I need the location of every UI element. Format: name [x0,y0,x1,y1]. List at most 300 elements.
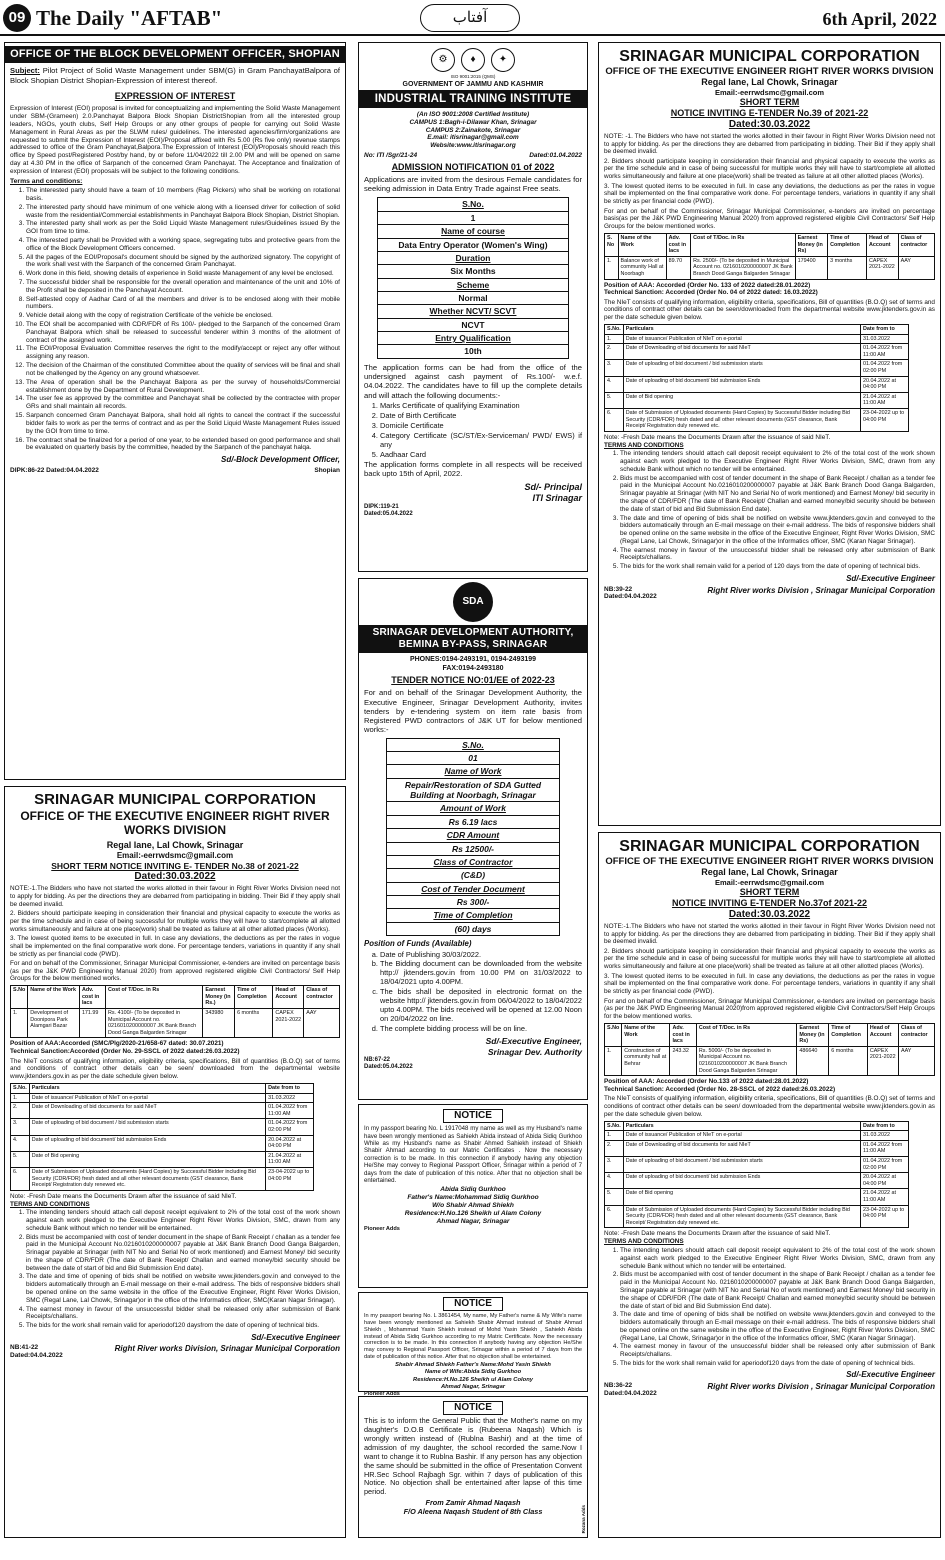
aaa-position: Position of AAA: Accorded (Order No. 133 of 2022 dated:28.01.2022) [604,281,811,289]
tender-intro: For and on behalf of the Srinagar Development Authority, the Executive Engineer, Srinagar Development Authority, invites tenders by e-tendering system on item rate basis from Registered PWD contractors of J&K UT for below mentioned works:- [364,688,582,735]
term-item: 3. The date and time of opening of bids shall be notified on website www.jktenders.gov.in and conveyed to the bidders automatically through an E-mail message on their e-mail address. The bids of responsive bidders shall be opened online on the same website in the office of the Executive Engineer, Right River Works Division, SMC (Regal Lane, Lal Chowk, Srinagar)or in the office of the Informatics officer, SMC (Karan Nagar Srinagar). [620,515,935,546]
terms-label: Terms and conditions: [10,177,83,185]
term-item: 9. Vehicle detail along with the copy of registration Certificate of the vehicle be enclosed. [26,312,340,320]
work-label: CDR Amount [386,829,559,842]
iti-dipk: DIPK:119-21 [364,503,399,510]
col-header: Cost of T/Doc. in Rs [696,1023,797,1046]
course-label: Name of course [378,225,569,238]
term-item: 5. The bids for the work shall remain valid for aperiodof120 daysfrom the date of opening of technical bids. [26,1322,340,1330]
bdo-place: Shopian [314,467,340,475]
table-row [605,334,909,344]
table-row [605,1157,909,1173]
cell: Date of uploading of bid document / bid submission starts [29,1119,265,1135]
tech-sanction: Technical Sanction: Accorded (Order No. 28-SSCL of 2022 dated:26.03.2022) [604,1085,836,1093]
govt-line: GOVERNMENT OF JAMMU AND KASHMIR [402,81,544,89]
bid-date-item: b. The Bidding document can be downloaded from the website http:// jktenders.gov.in from 10.00 PM on 31/03/2022 to 18/04/2021 upto 4.00PM. [380,959,582,986]
iti-website: Website:www.itisrinagar.org [430,142,516,150]
col-header: S.No. [11,1084,30,1094]
term-item: 5. All the pages of the EOI/Proposal's document should be signed by the authorized signatory. The copyright of the work shall vest with the Sarpanch of the concerned Gram Panchayat. [26,254,340,270]
cell: Rs. 2500/- (To be deposited in Municipal Account no. 0216010200000007 JK Bank Branch Dood Ganga Balgarden Srinagar [691,256,796,279]
term-item: 8. Self-attested copy of Aadhar Card of all the members and driver is to be enclosed along with their mobile numbers. [26,296,340,312]
bid-date-item: a. Date of Publishing 30/03/2022. [380,950,582,959]
table-row [605,376,909,392]
short-term: SHORT TERM [739,97,800,108]
nit-para: The NIeT consists of qualifying information, eligibility criteria, specifications, Bill of quantities (B.O.Q) set of terms and conditions of contract other details can be seen/ downloaded from the departmental website www.jktenders.gov.in as per the date schedule given below. [604,1095,935,1118]
course-value: 1 [378,211,569,224]
cell: Date of Submission of Uploaded documents (Hard Copies) by Successful Bidder including Bid Security (CDR/FDR) fresh dated and all other relevant documents (GST clearance, Bank Receipt/ Registration duly renewed etc. [623,1205,860,1228]
term-item: 1. The intending tenders should attach call deposit receipt equivalent to 2% of the total cost of the work shown against each work pledged to the Executive Engineer Right River Works Division, SMC, drawn from any schedule Bank without which no tender will be entertained. [26,1209,340,1232]
sda-tender-ad [358,578,588,1100]
work-label: Amount of Work [386,802,559,815]
col-header: S.No. [605,1121,624,1131]
cell: Date of issuance/ Publication of NIeT on e-portal [29,1093,265,1103]
cell: 01.04.2022 from 02:00 PM [266,1119,313,1135]
notice-body: In my passport bearing No. L 1917048 my name as well as my Husband's name have been wrongly mentioned as Sahiekh Abida instead of Abida Sidiq Gurkhoo While as my Husband's name as Shabir Ahmed Sahiekh instead of Shiekh Shabir Ahmad according to our Matric Certificates . Now the necessary correction is to be made. In this connection if anybody having any objection He/She may convey to Regional Passport Officer, Srinagar within a period of 7 days from the date of publication of this notice. After that no objection shall be entertained. [364,1125,582,1185]
course-table [377,197,569,358]
cell: 20.04.2022 at 04:00 PM [861,376,909,392]
col-header: S. No [605,233,619,256]
term-item: 4. The earnest money in favour of the unsuccessful bidder shall be released only after submission of Bank Receipts/challans. [620,1343,935,1359]
table-row [605,392,909,408]
course-label: Duration [378,251,569,264]
agency-tag: Pioneer Adds [364,1226,400,1233]
course-value: NCVT [378,318,569,331]
agency-tag: Rozana Adds [580,1504,586,1533]
dob-notice [358,1396,588,1538]
sda-authority: Srinagar Dev. Authority [487,1046,582,1057]
cell: 1. [605,1046,622,1075]
funds-line: Position of Funds (Available) [364,939,472,949]
works-table [10,985,340,1038]
notice-title: NOTICE [443,1109,503,1123]
work-label: Class of Contractor [386,855,559,868]
cell: 486640 [797,1046,829,1075]
cell: Date of Bid opening [623,1189,860,1205]
cell: 4. [605,1173,624,1189]
document-item: 2. Date of Birth Certificate [380,411,582,420]
col-header: Head of Account [867,1023,898,1046]
col-header: Earnest Money (in Rs) [797,1023,829,1046]
cell: AAY [898,256,934,279]
bid-date-item: d. The complete bidding process will be on line. [380,1024,582,1033]
cell: 5. [11,1151,30,1167]
table-row [605,1205,909,1228]
table-row [11,1151,314,1167]
cell: 23-04-2022 up to 04:00 PM [266,1167,313,1190]
cell: 2. [605,344,624,360]
note-2: 2. Bidders should participate keeping in consideration their financial and physical capacity to execute the works as per the time schedule and in case of being successful for multiple works they will have to start/complete all allotted works simultaneously and failure at one place(work) shall be treated as failure at all other allotted places (Works). [10,909,340,933]
note-3: 3. The lowest quoted items to be executed in full. In case any deviations, the deductions as per the rates in vogue shall be implemented on the final comparative work done. For percentage tenders, variations in quantity if any shall be strictly as per financial code (PWD). [10,934,340,958]
col-header: S.No. [605,325,624,335]
email: Email:-eerrwdsmc@gmail.com [714,877,825,887]
note-2: 2. Bidders should participate keeping in consideration their financial and physical capacity to execute the works as per the time schedule and in case of being successful for multiple works they will have to start/complete all allotted works simultaneously and failure at one place(work) shall be treated as failure at all other allotted places (Works). [604,157,935,181]
col-header: Class of contractor [304,986,340,1009]
cell: Development of Doonipora Park Alamgari Bazar [28,1009,80,1038]
cell: 2. [11,1103,30,1119]
terms-label: TERMS AND CONDITIONS [10,1200,90,1208]
cell: 1. [11,1093,30,1103]
nit-para: The NIeT consists of qualifying information, eligibility criteria, specifications, Bill of quantities (B.O.Q) set of terms and conditions of contract other details can be seen/ downloaded from the departmental website www.jktenders.gov.in as per the date schedule given below. [10,1057,340,1081]
invite-para: For and on behalf of the Commissioner, Srinagar Municipal Commissioner, e-tenders are invited on percentage basis (as per the J&K PWD Engineering Manual 2020) from approved registered eligible Civil Contractors/ Self Help Groups for the below mentioned works. [10,959,340,983]
campus-2: CAMPUS 2:Zainakote, Srinagar [425,126,521,134]
subject-text: Pilot Project of Solid Waste Management under SBM(G) in Gram PanchayatBalpora of Block Shopian District Shopian-Expression of interest thereof. [10,66,340,85]
col-header: Particulars [623,1121,860,1131]
bdo-signature: Sd/-Block Development Officer, [221,455,340,465]
address: Regal lane, Lal Chowk, Srinagar [701,866,838,877]
term-item: 7. The successful bidder shall be responsible for the overall operation and maintenance of the unit and 10% of the Profit shall be deposited in the Panchayat Account. [26,279,340,295]
cell: Date of Downloading of bid documents for said NIeT [623,344,860,360]
subject-label: Subject: [10,66,40,76]
cell: AAY [304,1009,340,1038]
term-item: 13. The Area of operation shall be the Panchayat Balpora as per the survey of households/Commercial establishment done by the Department of Rural Development. [26,379,340,395]
col-header: Particulars [623,325,860,335]
division-footer: Right River works Division , Srinagar Municipal Corporation [707,585,935,595]
division-title: OFFICE OF THE EXECUTIVE ENGINEER RIGHT RIVER WORKS DIVISION [605,65,934,77]
works-table [604,1023,935,1076]
notice-student: F/O Aleena Naqash Student of 8th Class [403,1506,543,1516]
terms-list [26,187,340,452]
cell: 89.70 [666,256,690,279]
documents-list [380,401,582,458]
notice-name: Shabir Ahmad Shiekh Father's Name:Mohd Yasin Shiekh [395,1362,551,1369]
col-header: Time of Completion [828,233,867,256]
smc-tender-38 [4,786,346,1538]
work-label: Cost of Tender Document [386,882,559,895]
table-row [605,256,935,279]
tech-sanction: Technical Sanction:Accorded (Order No. 29-SSCL of 2022 dated:26.03.2022) [10,1048,240,1056]
schedule-table [10,1083,314,1191]
signature: Sd/-Executive Engineer [846,1370,935,1380]
division-footer: Right River works Division , Srinagar Municipal Corporation [707,1382,935,1392]
cell: 4. [605,376,624,392]
table-row [605,409,909,432]
cell: 3 months [828,256,867,279]
nit-para: The NIeT consists of qualifying information, eligibility criteria, specifications, Bill of quantities (B.O.Q) set of terms and conditions of contract other details can be seen/downloaded from the departmental website www.jktenders.gov.in as per the date schedule given below. [604,298,935,322]
admission-heading: ADMISSION NOTIFICATION 01 of 2022 [391,162,555,173]
passport-notice-1 [358,1104,588,1288]
table-row [605,1189,909,1205]
document-item: 1. Marks Certificate of qualifying Examination [380,401,582,410]
work-table [386,738,560,936]
cell: Date of uploading of bid document/ bid submission Ends [29,1135,265,1151]
division-title: OFFICE OF THE EXECUTIVE ENGINEER RIGHT RIVER WORKS DIVISION [605,855,934,867]
fresh-date-note: Note: -Fresh Date means the Documents Drawn after the issuance of said NIeT. [604,433,831,441]
course-label: Whether NCVT/ SCVT [378,305,569,318]
work-value: Rs 12500/- [386,842,559,855]
term-item: 2. Bids must be accompanied with cost of tender document in the shape of Bank Receipt / challan as a tender fee paid in the Municipal Account No. 0216010200000007 payable at J&K Bank Branch Dood Ganga Balgarden, Srinagar payable at Srinagar (with NIT No and Serial No of work mentioned) and Earnest Money/ bid security in the shape of CDR/FDR (The date of Bank Receipt/ Challan and earned money/bid security should be between the date of start of bid and Bid Submission End date). [620,1271,935,1310]
term-item: 1. The intending tenders should attach call deposit receipt equivalent to 2% of the total cost of the work shown against each work pledged to the Executive Engineer Right River Works Division, SMC, drawn from any schedule Bank without which no tender will be entertained. [620,1247,935,1270]
cell: 5. [605,1189,624,1205]
document-item: 4. Category Certificate (SC/ST/Ex-Serviceman/ PWD/ EWS) if any [380,431,582,449]
iti-dated: Dated:05.04.2022 [364,510,413,517]
application-para: The application forms can be had from the office of the undersigned against cash payment of Rs.100/- w.e.f. 04.04.2022. The candidates have to fill up the complete details and will attach the following documents:- [364,362,582,400]
col-header: Time of Completion [235,986,273,1009]
cell: 01.04.2022 from 11:00 AM [861,344,909,360]
cell: 171.99 [79,1009,105,1038]
terms-list [620,450,935,570]
course-value: Normal [378,292,569,305]
cell: Date of Downloading of bid documents for said NIeT [623,1140,860,1156]
invite-para: For and on behalf of the Commissioner, Srinagar Municipal Commissioner, e-tenders are invited on percentage basis (as per the J&K PWD Engineering Manual 2020)from approved registered eligible Civil Contractors/Self Help Groups for the below mentioned works. [604,997,935,1021]
campus-1: CAMPUS 1:Bagh-i-Dilawar Khan, Srinagar [409,118,537,126]
note-1: NOTE:-1.The Bidders who have not started the works allotted in their favour in Right River Works Division need not to apply for bidding. As per the directions they are debarred from participating in bidding. Their Bid if they apply shall be deemed invalid. [10,885,340,908]
bdo-shopian-ad [4,42,346,780]
col-header: Name of the Work [28,986,80,1009]
cell: 20.04.2022 at 04:00 PM [861,1173,909,1189]
term-item: 3. The date and time of opening of bids shall be notified on website www.jktenders.gov.in and conveyed to the bidders automatically through an E-mail message on their e-mail address. The bids of responsive bidders shall be opened online on the same website in the office of the Executive Engineer, Right River Works Division, SMC (Regal Lane, Lal Chowk, Srinagar)or in the office of the Informatics officer, SMC(Karan Nagar Srinagar). [26,1273,340,1304]
col-header: S.No [11,986,28,1009]
table-row [11,1103,314,1119]
term-item: 1. The interested party should have a team of 10 members (Rag Pickers) who shall be working on rotational basis. [26,187,340,203]
note-3: 3. The lowest quoted items to be executed in full. In case any deviations, the deductions as per the rates in vogue shall be implemented on the final comparative work done. For percentage tenders, variations in quantity if any shall be strictly as per financial code (PWD). [604,972,935,996]
work-value: (C&D) [386,869,559,882]
cell: 01.04.2022 from 02:00 PM [861,1157,909,1173]
nit-date: Dated:30.03.2022 [134,871,216,883]
cell: 31.03.2022 [861,334,909,344]
notice-body: This is to inform the General Public that the Mother's name on my daughter's D.O.B Certificate is (Rubeena Naqash) Which is wrongly written instead of (Rublna Bashir) and at the time of admission of my daughter, the school recorded the same.Now I want to change it to Rublna Bashir. If any person has any objection the same should be submitted in the office of Presentation Convent HR.Sec School Rajbagh Sgr. within 7 days of publication of this Notice. No objection shall be entertained after lapse of this time period. [364,1416,582,1497]
signature: Sd/-Executive Engineer [846,573,935,583]
table-row [11,1119,314,1135]
work-value: Repair/Restoration of SDA Gutted Building at Noorbagh, Srinagar [386,778,559,802]
col-header: Date from to [266,1084,313,1094]
cell: Construction of community hall at Behrar [622,1046,670,1075]
work-label: S.No. [386,738,559,751]
notice-residence: Residence:H.No.126 Sheikh ul Alam Colony [404,1210,542,1218]
cell: 31.03.2022 [861,1131,909,1141]
iti-ref-no: No: ITI /Sgr/21-24 [364,152,418,160]
cell: Date of Bid opening [623,392,860,408]
iti-email: E.mail: itisrinagar@gmail.com [427,134,519,142]
sda-nb: NB:67-22 [364,1056,391,1063]
closing-para: The application forms complete in all respects will be received back upto 15th of April, 2022. [364,460,582,479]
cell: Date of uploading of bid document/ bid submission Ends [623,1173,860,1189]
iso-emblem-icon: ♦ [461,48,485,72]
cell: Date of Bid opening [29,1151,265,1167]
notice-spouse: W/o Shabir Ahmad Shiekh [432,1202,514,1210]
cell: 6. [11,1167,30,1190]
table-row [11,1135,314,1151]
notice-residence: Residence:H.No.126 Sheikh ul Alam Colony [413,1376,533,1383]
col-header: Class of contractor [898,233,934,256]
nit-date: Dated:30.03.2022 [728,909,811,921]
col-header: Earnest Money (in Rs.) [203,986,235,1009]
cell: Date of Submission of Uploaded documents (Hard Copies) by Successful Bidder including Bid Security (CDR/FDR) fresh dated and all other relevant documents (GST clearance, Bank Receipt/ Registration duly renewed etc. [623,409,860,432]
term-item: 4. The interested party shall be Provided with a working space, segregating tubs and protective gears from the office of the Block Development Officers concerned. [26,237,340,253]
notice-title: NOTICE [443,1297,503,1311]
cell: 2. [605,1140,624,1156]
sda-phones: PHONES:0194-2493191, 0194-2493199 [409,656,537,664]
term-item: 12. The decision of the Chairman of the constituted Committee about the quality of services will be final and shall not be challenged by the Agency on any ground whatsoever. [26,362,340,378]
aaa-position: Position of AAA: Accorded (Order No.133 of 2022 dated:28.01.2022) [604,1078,809,1086]
cell: 6. [605,1205,624,1228]
nb-date: Dated:04.04.2022 [604,593,657,601]
newspaper-logo: آفتاب [420,4,520,32]
cell: AAY [898,1046,934,1075]
term-item: 14. The user fee as approved by the committee and Panchayat shall be collected by the contractee with proper GRs and shall maintain all records. [26,395,340,411]
notice-locality: Ahmad Nagar, Srinagar [436,1218,510,1226]
col-header: Time of Completion [829,1023,868,1046]
cell: Date of issuance/ Publication of NIeT on e-portal [623,334,860,344]
terms-label: TERMS AND CONDITIONS [604,441,684,449]
cell: 21.04.2022 at 11:00 AM [266,1151,313,1167]
col-header: Date from to [861,325,909,335]
smc-tender-37 [598,832,941,1538]
document-item: 5. Aadhaar Card [380,450,582,459]
cell: 21.04.2022 at 11:00 AM [861,1189,909,1205]
email: Email:-eerrwdsmc@gmail.com [714,87,825,97]
sda-fax: FAX:0194-2493180 [442,664,504,672]
notice-body: In my passport bearing No. L 3861454, My name, My Father's name & My Wife's name have been wrongly mentioned as Sahiekh Shabir Ahmad instead of Shabir Ahmad Shiekh , Mohammad Yasin Shiekh instead of Mohd Yasin Shiekh , Sahiekh Abida instead of Abida Sidiq Gurkhoo according to my Matric Certificate. Now the necessary correction is to be made. In this connection if anybody having any objection He/She may convey to Regional Passport Officer, Srinagar within a period of 7 days from the date of publication of this notice. After that no objection shall be entertained. [364,1313,582,1361]
terms-list [26,1209,340,1329]
note-3: 3. The lowest quoted items to be executed in full. In case any deviations, the deductions as per the rates in vogue shall be implemented on the final comparative work done. For percentage tenders, variations in quantity if any shall be strictly as per financial code (PWD). [604,182,935,206]
short-term: SHORT TERM [739,887,800,898]
passport-notice-2 [358,1292,588,1397]
corp-title: SRINAGAR MUNICIPAL CORPORATION [34,791,316,808]
cell: 1. [605,256,619,279]
term-item: 11. The EOI/Proposal Evaluation Committee reserves the right to the modify/accept or reject any offer without assigning any reason. [26,345,340,361]
cell: 343980 [203,1009,235,1038]
notice-locality: Ahmad Nagar, Srinagar [440,1383,506,1390]
fresh-date-note: Note: -Fresh Date means the Documents Drawn after the issuance of said NIeT. [604,1230,831,1238]
signature: Sd/-Executive Engineer [251,1332,340,1342]
term-item: 4. The earnest money in favour of the unsuccessful bidder shall be released only after submission of Bank Receipts/challans. [620,547,935,563]
col-header: Adv. cost in lacs [670,1023,696,1046]
cell: CAPEX 2021-2022 [273,1009,304,1038]
note-1: NOTE: -1. The Bidders who have not started the works allotted in their favour in Right River Works Division need not to apply for bidding. As per the directions they are debarred from participating in bidding. Their Bid if they apply shall be deemed invalid. [604,132,935,156]
works-table [604,233,935,280]
cell: 3. [11,1119,30,1135]
cell: Rs. 5000/- (To be deposited in Municipal Account no. 0216010200000007 JK Bank Branch Dood Ganga Balgarden Srinagar [696,1046,797,1075]
cell: 6 months [829,1046,868,1075]
course-value: Six Months [378,265,569,278]
col-header: Head of Account [273,986,304,1009]
col-header: Date from to [861,1121,909,1131]
term-item: 5. The bids for the work shall remain valid for a period of 120 days from the date of opening of technical bids. [620,563,935,571]
col-header: Adv. cost in lacs [79,986,105,1009]
work-value: (60) days [386,922,559,935]
iso-codes: ISO 9001:2015 (QMS) [450,74,496,79]
gear-emblem-icon: ⚙ [431,48,455,72]
nit-title: SHORT TERM NOTICE INVITING E- TENDER No.38 of 2021-22 [51,861,299,871]
corp-title: SRINAGAR MUNICIPAL CORPORATION [619,48,920,65]
invite-para: For and on behalf of the Commissioner, Srinagar Municipal Commissioner, e-tenders are invited on percentage basis(as per the J&K PWD Engineering Manual 2020) from approved registered eligible Civil Contractors/ Self Help Groups for the below mentioned works. [604,207,935,231]
newspaper-name: The Daily "AFTAB" [36,6,223,30]
term-item: 1. The intending tenders should attach call deposit receipt equivalent to 2% of the total cost of the work shown against each work pledged to the Executive Engineer Right River Works Division, SMC, drawn from any schedule Bank without which no tender will be entertained. [620,450,935,473]
cell: 1. [605,334,624,344]
cell: Date of Downloading of bid documents for said NIeT [29,1103,265,1119]
course-value: Data Entry Operator (Women's Wing) [378,238,569,251]
division-title: OFFICE OF THE EXECUTIVE ENGINEER RIGHT RIVER WORKS DIVISION [20,808,330,837]
cell: Date of Submission of Uploaded documents (Hard Copies) by Successful Bidder including Bid Security (CDR/FDR) fresh dated and all other relevant documents (GST clearance, Bank Receipt/ Registration duly renewed etc. [29,1167,265,1190]
note-1: NOTE:-1.The Bidders who have not started the works allotted in their favour in Right River Works Division need not to apply for bidding. As per the directions they are debarred from participating in bidding. Their Bid if they apply shall be deemed invalid. [604,922,935,946]
term-item: 6. Work done in this field, showing details of experience in Solid waste Management of any level be enclosed. [26,270,340,278]
term-item: 5. The bids for the work shall remain valid for aperiodof120 days from the date of opening of technical bids. [620,1360,935,1368]
cell: CAPEX 2021-2022 [867,1046,898,1075]
nit-date: Dated:30.03.2022 [728,119,811,131]
table-row [605,1046,935,1075]
division-footer: Right River works Division, Srinagar Municipal Corporation [114,1344,340,1354]
table-row [605,344,909,360]
cell: 179400 [795,256,827,279]
cell: 3. [605,1157,624,1173]
col-header: Name of the Work [618,233,666,256]
table-row [11,1167,314,1190]
col-header: Head of Account [867,233,899,256]
corp-title: SRINAGAR MUNICIPAL CORPORATION [619,838,920,855]
term-item: 2. Bids must be accompanied with cost of tender document in the shape of Bank Receipt / challan as a tender fee paid in the Municipal Account No.0216010200000007 payable at J&K Bank Branch Dood Ganga Balgarden, Srinagar payable at Srinagar (with NIT No and Serial No of work mentioned) and Earnest Money/ bid security in the shape of CDR/FDR (The date of Bank Receipt/ Challan and earned money/bid security should be between the date of start of bid and Bid Submission End date). [620,475,935,514]
term-item: 3. The interested party shall work as per the Solid Liquid Waste Management rules/Guidelines issued By the GOI from time to time. [26,220,340,236]
cell: 23-04-2022 up to 04:00 PM [861,409,909,432]
nb-date: Dated:04.04.2022 [604,1390,657,1398]
work-label: Name of Work [386,765,559,778]
email: Email:-eerrwdsmc@gmail.com [116,851,234,861]
schedule-table [604,324,909,432]
iti-signature: Sd/- Principal [524,481,582,492]
nb-number: NB:39-22 [604,585,633,593]
cell: Date of uploading of bid document/ bid submission Ends [623,376,860,392]
cell: 1. [605,1131,624,1141]
table-row [605,1140,909,1156]
bdo-title: OFFICE OF THE BLOCK DEVELOPMENT OFFICER, SHOPIAN [5,46,345,63]
work-label: Time of Completion [386,909,559,922]
col-header: Cost of T/Doc. in Rs [691,233,796,256]
course-value: 10th [378,345,569,358]
cell: 3. [605,360,624,376]
iso-certified: (An ISO 9001:2008 Certified Institute) [416,111,530,119]
nb-date: Dated:04.04.2022 [10,1352,63,1360]
tender-heading: TENDER NOTICE NO:01/EE of 2022-23 [391,675,555,686]
course-label: S.No. [378,198,569,211]
sda-dated: Dated:05.04.2022 [364,1064,413,1071]
course-label: Entry Qualification [378,332,569,345]
admission-intro: Applications are invited from the desirous Female candidates for seeking admission in Data Entry Trade against Free seats. [364,174,582,194]
term-item: 10. The EOI shall be accompanied with CDR/FDR of Rs 100/- pledged to the Sarpanch of the concerned Gram Panchayat Balpora which shall be released to successful tenderer within 3 months of the allotment of contract of the assigned work. [26,321,340,345]
cell: Date of uploading of bid document / bid submission starts [623,360,860,376]
term-item: 16. The contract shall be finalized for a period of one year, to be extended based on good performance and shall be evaluated on quarterly basis by the committee, headed by the Sarpanch of the panchayat halqa. [26,437,340,453]
agency-tag: Pioneer Adds [364,1390,400,1397]
work-value: 01 [386,752,559,765]
terms-list [620,1247,935,1367]
cell: 31.03.2022 [266,1093,313,1103]
eoi-intro: Expression of Interest (EOI) proposal is invited for conceptualizing and implementing the Solid Waste Management under SBM-(Grameen) 2.0.Panchayat Balpora Block Shopian DistrictShopian from all the interested group leaders, NGOs, youth clubs, Self Help Groups or any other groups of people for carrying out Solid Waste Management in Rural Areas as per the SLWM rules/ guidelines. The interested agencies/firm/organizations are requested to submit the Expression of Interest (EOI)/Proposal affixed with Rs 5.00 (Rs five only) revenue stamps addressed to office of the Gram Panchayat,Balpora.The Expression of Interest (EOI)/Proposals should reach this office by Speed post/Registered Post/by hand, by or before 11/04/2022 till 2.00 PM and will be opened on same day at 4.30 PM in the office of Sarpanch of the concerned Gram Panchayat. The Acceptance and finalization of expression of Interest (EOI) proposals will be subject to the following conditions. [10,104,340,176]
cell: 6 months [235,1009,273,1038]
nit-title: NOTICE INVITING E-TENDER No.37of 2021-22 [671,898,868,909]
cell: 6. [605,409,624,432]
cell: 01.04.2022 from 02:00 PM [861,360,909,376]
table-row [605,1131,909,1141]
table-row [11,1093,314,1103]
iti-place: ITI Srinagar [532,492,582,503]
eoi-heading: EXPRESSION OF INTEREST [114,90,236,101]
nb-number: NB:41-22 [10,1344,39,1352]
cell: Date of issuance/ Publication of NIeT on e-portal [623,1131,860,1141]
col-header: Earnest Money (in Rs) [795,233,827,256]
address: Regal lane, Lal Chowk, Srinagar [106,840,244,851]
nb-number: NB:36-22 [604,1382,633,1390]
cell: 1. [11,1009,28,1038]
aaa-position: Position of AAA:Accorded (SMC/Plg/2020-21/658-67 dated: 30.07.2021) [10,1040,224,1048]
cell: 5. [605,392,624,408]
table-row [605,360,909,376]
term-item: 3. The date and time of opening of bids shall be notified on website www.jktenders.gov.in and conveyed to the bidders automatically through an E-mail message on their e-mail address. The bids of responsive bidders shall be opened online on the same website in the office of the Executive Engineer, Right River Works Division, SMC (Regal Lane, Lal Chowk, Srinagar)or in the office of the Informatics officer, SMC (Karan Nagar Srinagar). [620,1311,935,1342]
address: Regal lane, Lal Chowk, Srinagar [701,76,838,87]
notice-father: Father's Name:Mohammad Sidiq Gurkhoo [407,1194,539,1202]
masthead [0,0,945,36]
bid-dates-list [380,950,582,1034]
col-header: Class of contractor [898,1023,934,1046]
col-header: Particulars [29,1084,265,1094]
notice-name: Abida Sidiq Gurkhoo [440,1186,506,1194]
